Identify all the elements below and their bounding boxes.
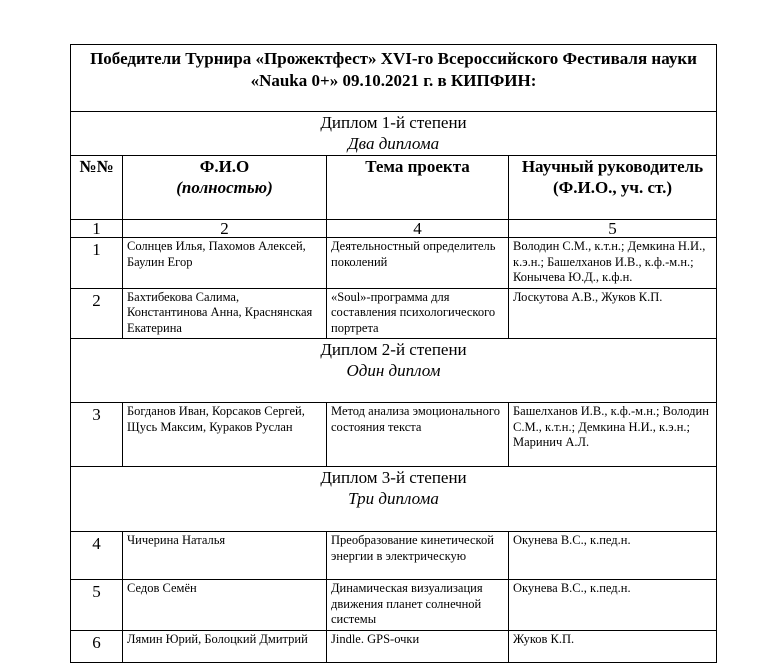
row-fio: Седов Семён — [123, 580, 327, 631]
row-topic: «Soul»-программа для составления психологического портрета — [327, 288, 509, 339]
table-row — [71, 532, 717, 580]
row-topic: Преобразование кинетической энергии в электрическую — [327, 532, 509, 580]
column-number: 2 — [123, 220, 327, 238]
row-fio: Чичерина Наталья — [123, 532, 327, 580]
section-heading — [71, 467, 717, 532]
section-row — [71, 112, 717, 156]
row-supervisor: Окунева В.С., к.пед.н. — [509, 532, 717, 580]
section-heading — [71, 339, 717, 403]
header-fio-label: Ф.И.О — [199, 157, 250, 176]
section-title: Диплом 2-й степени — [320, 340, 467, 359]
section-subtitle: Три диплома — [348, 489, 439, 508]
row-fio: Бахтибекова Салима, Константинова Анна, Краснянская Екатерина — [123, 288, 327, 339]
row-supervisor: Володин С.М., к.т.н.; Демкина Н.И., к.э.н.; Башелханов И.В., к.ф.-м.н.; Конычева Ю.Д., к.ф.н. — [509, 238, 717, 289]
header-num: №№ — [71, 156, 123, 220]
row-number: 2 — [71, 288, 123, 339]
row-supervisor: Башелханов И.В., к.ф.-м.н.; Володин С.М., к.т.н.; Демкина Н.И., к.э.н.; Маринич А.Л. — [509, 403, 717, 467]
row-topic: Динамическая визуализация движения планет солнечной системы — [327, 580, 509, 631]
section-row — [71, 339, 717, 403]
row-number: 3 — [71, 403, 123, 467]
title-row — [71, 45, 717, 112]
row-topic: Деятельностный определитель поколений — [327, 238, 509, 289]
header-fio-sub: (полностью) — [176, 178, 273, 197]
row-topic: Jindle. GPS-очки — [327, 630, 509, 662]
column-number: 4 — [327, 220, 509, 238]
document-title: Победители Турнира «Прожектфест» XVI-го Всероссийского Фестиваля науки «Nauka 0+» 09.10.2021 г. в КИПФИН: — [71, 45, 717, 112]
table-row — [71, 288, 717, 339]
section-title: Диплом 3-й степени — [320, 468, 467, 487]
section-row — [71, 467, 717, 532]
header-topic: Тема проекта — [327, 156, 509, 220]
table-row — [71, 580, 717, 631]
row-fio: Богданов Иван, Корсаков Сергей, Щусь Максим, Кураков Руслан — [123, 403, 327, 467]
table-row — [71, 403, 717, 467]
row-fio: Лямин Юрий, Болоцкий Дмитрий — [123, 630, 327, 662]
row-supervisor: Окунева В.С., к.пед.н. — [509, 580, 717, 631]
row-number: 5 — [71, 580, 123, 631]
table-row — [71, 630, 717, 662]
column-number: 5 — [509, 220, 717, 238]
section-subtitle: Один диплом — [346, 361, 441, 380]
header-supervisor: Научный руководитель (Ф.И.О., уч. ст.) — [509, 156, 717, 220]
section-heading — [71, 112, 717, 156]
row-fio: Солнцев Илья, Пахомов Алексей, Баулин Егор — [123, 238, 327, 289]
column-number-row — [71, 220, 717, 238]
row-supervisor: Лоскутова А.В., Жуков К.П. — [509, 288, 717, 339]
column-number: 1 — [71, 220, 123, 238]
row-number: 6 — [71, 630, 123, 662]
winners-table — [70, 44, 717, 663]
section-subtitle: Два диплома — [347, 134, 440, 153]
table-row — [71, 238, 717, 289]
header-row — [71, 156, 717, 220]
section-title: Диплом 1-й степени — [320, 113, 467, 132]
row-number: 1 — [71, 238, 123, 289]
row-supervisor: Жуков К.П. — [509, 630, 717, 662]
row-number: 4 — [71, 532, 123, 580]
row-topic: Метод анализа эмоционального состояния текста — [327, 403, 509, 467]
header-fio — [123, 156, 327, 220]
